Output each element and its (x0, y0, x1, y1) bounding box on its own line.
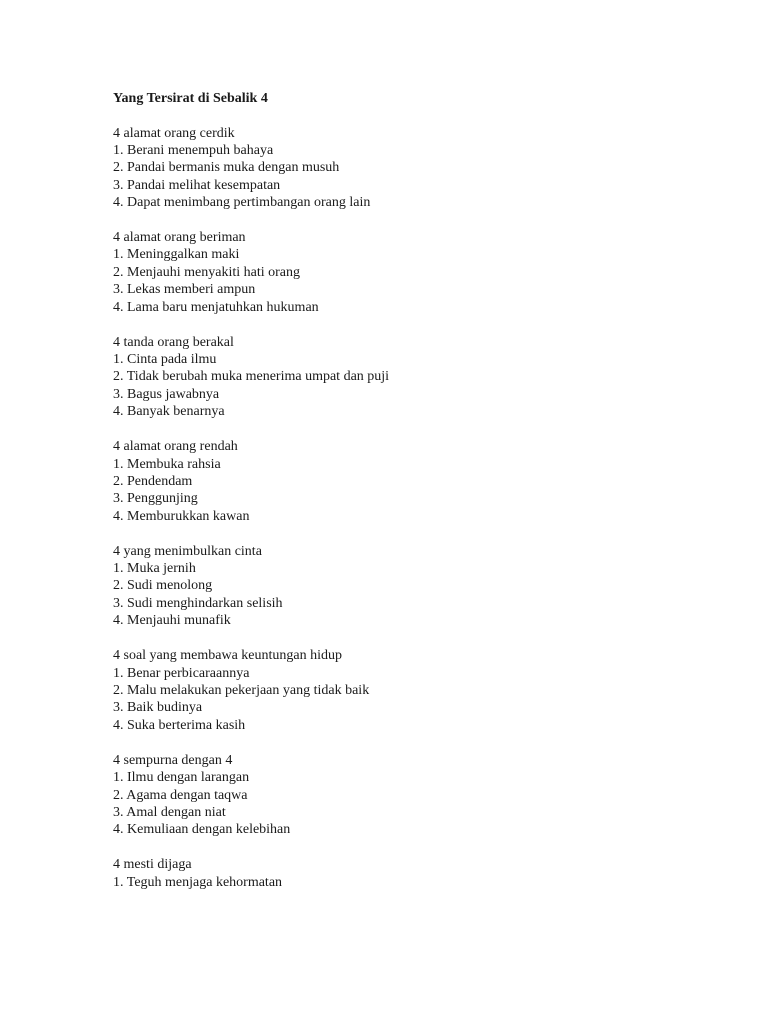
list-item: 2. Menjauhi menyakiti hati orang (113, 264, 301, 280)
document-title: Yang Tersirat di Sebalik 4 (113, 91, 268, 106)
list-item: 3. Penggunjing (113, 491, 198, 507)
list-item: 1. Membuka rahsia (113, 456, 221, 472)
section-heading: 4 soal yang membawa keuntungan hidup (113, 648, 343, 664)
list-item: 4. Dapat menimbang pertimbangan orang lain (113, 195, 371, 211)
section-orang-berakal (113, 334, 733, 421)
list-item: 1. Cinta pada ilmu (113, 351, 217, 367)
section-keuntungan-hidup (113, 647, 733, 734)
list-item: 4. Kemuliaan dengan kelebihan (113, 822, 291, 838)
list-item: 1. Ilmu dengan larangan (113, 770, 250, 786)
list-item: 4. Lama baru menjatuhkan hukuman (113, 299, 319, 315)
list-item: 2. Malu melakukan pekerjaan yang tidak baik (113, 682, 370, 698)
document-page (113, 90, 733, 909)
list-item: 4. Memburukkan kawan (113, 508, 250, 524)
section-heading: 4 sempurna dengan 4 (113, 752, 233, 768)
list-item: 1. Benar perbicaraannya (113, 665, 250, 681)
section-sempurna-dengan-4 (113, 752, 733, 839)
list-item: 1. Meninggalkan maki (113, 247, 240, 263)
section-orang-beriman (113, 229, 733, 316)
list-item: 3. Lekas memberi ampun (113, 282, 256, 298)
list-item: 2. Tidak berubah muka menerima umpat dan puji (113, 369, 390, 385)
section-heading: 4 alamat orang cerdik (113, 125, 235, 141)
section-menimbulkan-cinta (113, 543, 733, 630)
list-item: 1. Berani menempuh bahaya (113, 142, 274, 158)
list-item: 2. Sudi menolong (113, 578, 213, 594)
list-item: 3. Pandai melihat kesempatan (113, 177, 281, 193)
list-item: 3. Bagus jawabnya (113, 386, 220, 402)
list-item: 4. Banyak benarnya (113, 404, 225, 420)
section-heading: 4 mesti dijaga (113, 857, 192, 873)
section-orang-rendah (113, 438, 733, 525)
list-item: 3. Amal dengan niat (113, 804, 226, 820)
list-item: 4. Menjauhi munafik (113, 613, 231, 629)
list-item: 3. Baik budinya (113, 700, 203, 716)
list-item: 2. Agama dengan taqwa (113, 787, 248, 803)
list-item: 1. Teguh menjaga kehormatan (113, 874, 283, 890)
section-heading: 4 alamat orang beriman (113, 230, 246, 246)
section-orang-cerdik (113, 125, 733, 212)
section-heading: 4 yang menimbulkan cinta (113, 543, 262, 559)
list-item: 2. Pendendam (113, 473, 193, 489)
list-item: 3. Sudi menghindarkan selisih (113, 595, 283, 611)
section-mesti-dijaga (113, 856, 733, 891)
list-item: 1. Muka jernih (113, 561, 196, 577)
section-heading: 4 tanda orang berakal (113, 334, 234, 350)
section-heading: 4 alamat orang rendah (113, 439, 238, 455)
list-item: 2. Pandai bermanis muka dengan musuh (113, 160, 340, 176)
list-item: 4. Suka berterima kasih (113, 717, 246, 733)
